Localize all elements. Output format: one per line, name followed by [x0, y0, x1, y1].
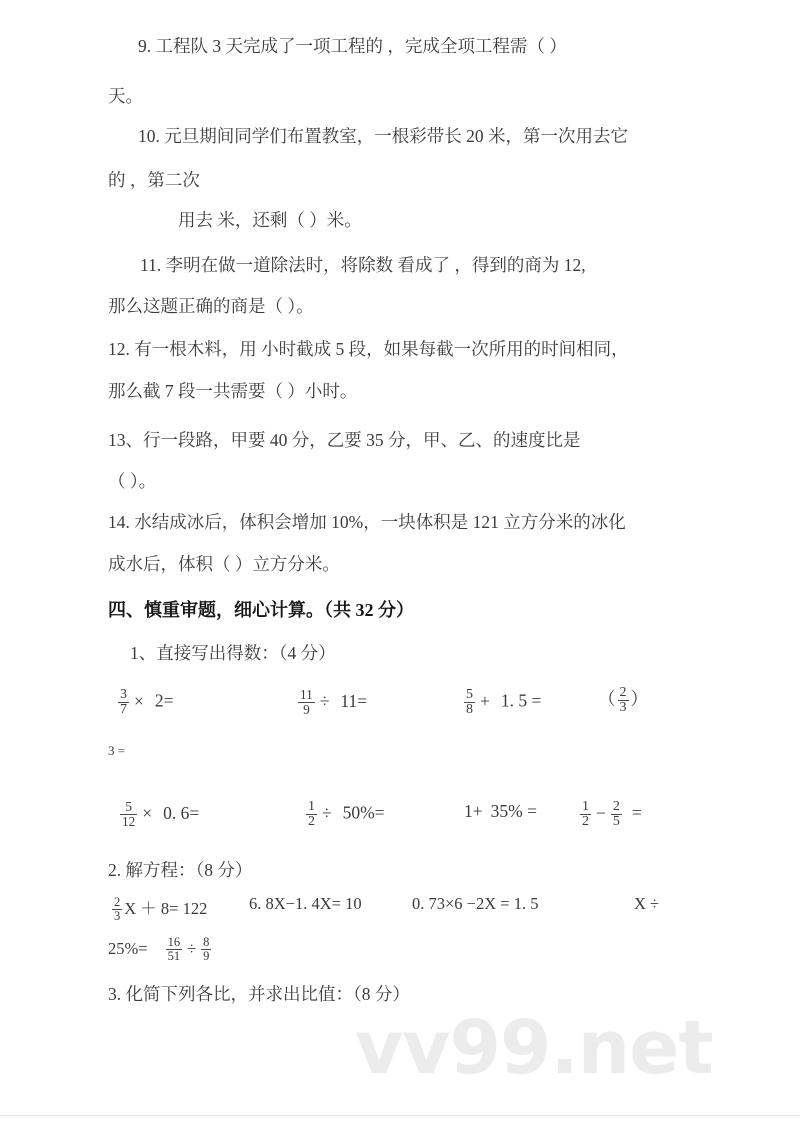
divide-operator-2: ÷ — [322, 802, 332, 823]
expression-5 — [118, 800, 199, 828]
expression-6-operand: 50%= — [342, 802, 385, 823]
equation-3: 0. 73×6 −2X = 1. 5 — [412, 894, 539, 913]
question-14-line-2: 成水后，体积（ ）立方分米。 — [108, 554, 340, 574]
question-13-line-1: 13、行一段路，甲要 40 分，乙要 35 分，甲、乙、的速度比是 — [108, 430, 581, 450]
question-10-line-1: 10. 元旦期间同学们布置教室，一根彩带长 20 米，第一次用去它 — [138, 126, 628, 146]
fraction-2-over-5: $\frac{2}{5}$ — [612, 799, 620, 830]
fraction-8-over-9: $\frac{8}{9}$ — [203, 935, 210, 963]
section-four-heading: 四、慎重审题，细心计算。（共 32 分） — [108, 600, 414, 620]
expression-8-operand: = — [631, 802, 642, 823]
expression-3 — [462, 688, 541, 718]
fraction-5-over-8: $\frac{5}{8}$ — [466, 687, 473, 718]
expression-4 — [598, 686, 648, 716]
question-9-line-2: 天。 — [108, 86, 143, 106]
multiply-operator: × — [134, 690, 144, 711]
equation-1 — [110, 896, 207, 923]
equation-4-head: X ÷ — [634, 894, 660, 913]
expression-2 — [296, 688, 367, 716]
expression-6 — [304, 800, 385, 830]
expression-2-operand: 11= — [340, 691, 368, 712]
stray-fragment: 3 = — [108, 743, 126, 758]
equation-4-prefix: 25%= — [108, 938, 148, 958]
subsection-1-heading: 1、直接写出得数：（4 分） — [130, 643, 336, 663]
question-11-line-1: 11. 李明在做一道除法时，将除数 看成了 ，得到的商为 12, — [140, 255, 586, 275]
expression-3-operand: 1. 5 = — [500, 690, 542, 711]
question-10-line-3: 用去 米，还剩（ ）米。 — [178, 210, 362, 230]
question-9-line-1: 9. 工程队 3 天完成了一项工程的 ，完成全项工程需（ ） — [138, 36, 567, 56]
question-12-line-2: 那么截 7 段一共需要（ ）小时。 — [108, 381, 358, 401]
expression-5-operand: 0. 6= — [163, 803, 200, 824]
question-13-line-2: （ ）。 — [108, 471, 157, 491]
plus-operator: + — [480, 690, 490, 711]
equation-4-tail — [108, 936, 213, 963]
question-14-line-1: 14. 水结成冰后，体积会增加 10%，一块体积是 121 立方分米的冰化 — [108, 512, 626, 532]
minus-operator: − — [596, 802, 606, 823]
equation-1-rest: X ＋ 8= 122 — [124, 898, 208, 918]
expression-8 — [578, 800, 642, 830]
fraction-11-over-9: $\frac{11}{9}$ — [300, 687, 313, 717]
expression-1 — [116, 688, 174, 718]
question-11-line-2: 那么这题正确的商是（ ）。 — [108, 296, 314, 316]
divide-operator-3: ÷ — [187, 938, 197, 958]
fraction-2-over-3: $\frac{2}{3}$ — [619, 685, 627, 716]
expression-7-prefix: 1+ — [464, 801, 483, 821]
question-12-line-1: 12. 有一根木料，用 小时截成 5 段，如果每截一次所用的时间相同， — [108, 339, 629, 359]
expression-1-operand: 2= — [154, 690, 174, 711]
question-10-line-2: 的 ，第二次 — [108, 170, 200, 190]
expression-7-operand: 35% = — [490, 801, 537, 821]
fraction-16-over-51: $\frac{16}{51}$ — [167, 935, 181, 963]
watermark-text: vv99.net — [355, 1005, 713, 1091]
close-paren: ） — [630, 688, 648, 709]
expression-7 — [464, 803, 537, 821]
fraction-5-over-12: $\frac{5}{12}$ — [122, 799, 136, 829]
fraction-3-over-7: $\frac{3}{7}$ — [120, 687, 127, 718]
subsection-3-heading: 3. 化简下列各比，并求出比值：（8 分） — [108, 984, 410, 1004]
divide-operator: ÷ — [319, 691, 330, 712]
subsection-2-heading: 2. 解方程：（8 分） — [108, 860, 253, 880]
multiply-operator-2: × — [142, 803, 153, 824]
fraction-1-over-2-b: $\frac{1}{2}$ — [582, 799, 589, 830]
fraction-1-over-2: $\frac{1}{2}$ — [308, 799, 315, 830]
open-paren: （ — [598, 688, 616, 709]
page-bottom-edge — [0, 1115, 800, 1137]
equation-2: 6. 8X−1. 4X= 10 — [249, 894, 362, 913]
fraction-2-over-3-b: $\frac{2}{3}$ — [114, 895, 121, 923]
